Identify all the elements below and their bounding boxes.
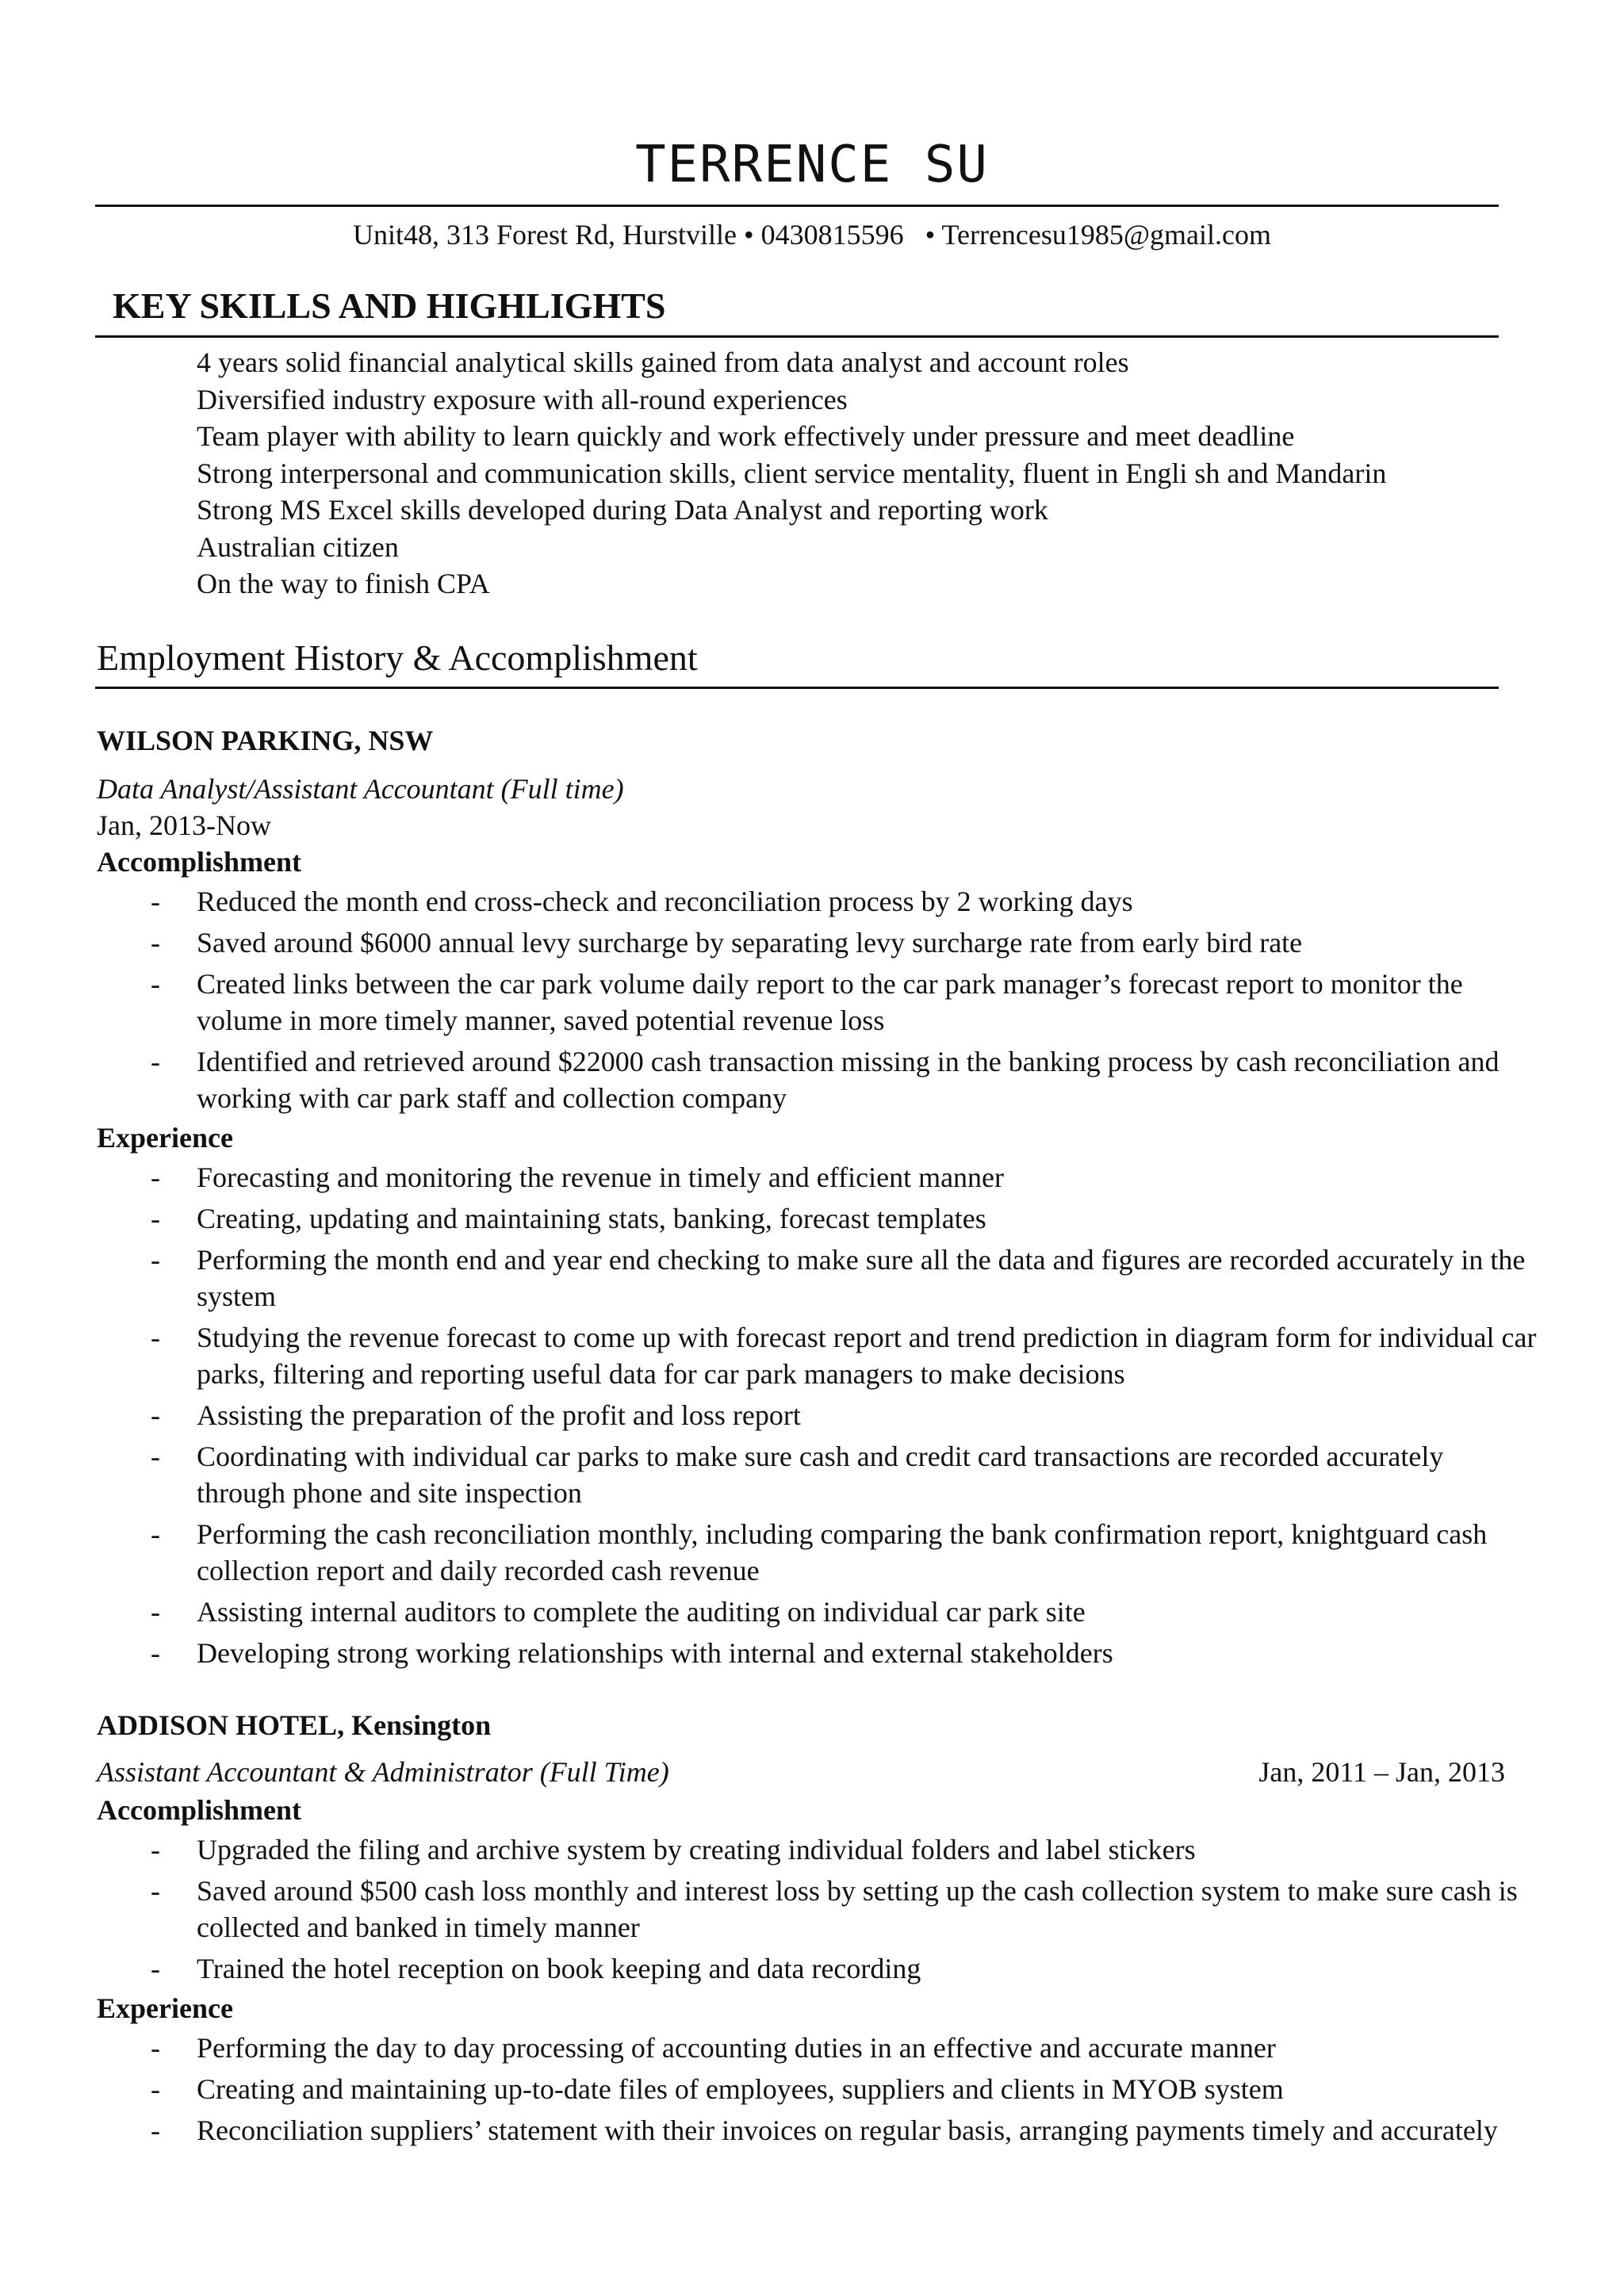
- list-item: - Creating and maintaining up-to-date files of employees, suppliers and clients in MYOB system: [151, 2073, 1284, 2105]
- skill-item: Australian citizen: [197, 530, 399, 563]
- experience-list: [143, 1159, 1538, 1676]
- company-name: ADDISON HOTEL, Kensington: [97, 1709, 492, 1741]
- skills-list: [197, 344, 1386, 603]
- skills-divider: [95, 335, 1499, 338]
- experience-heading: Experience: [97, 1122, 233, 1154]
- list-item: - Assisting the preparation of the profit and loss report: [151, 1399, 801, 1431]
- experience-list: [143, 2030, 1538, 2153]
- employment-heading: Employment History & Accomplishment: [97, 637, 698, 678]
- job-role: Data Analyst/Assistant Accountant (Full time): [97, 773, 624, 805]
- list-item: - Assisting internal auditors to complete the auditing on individual car park site: [151, 1596, 1086, 1628]
- accomplishment-heading: Accomplishment: [97, 846, 301, 878]
- skill-item: Strong interpersonal and communication skills, client service mentality, fluent in Engli sh and Mandarin: [197, 457, 1387, 489]
- list-item: - Trained the hotel reception on book keeping and data recording: [151, 1953, 921, 1984]
- skill-item: Strong MS Excel skills developed during Data Analyst and reporting work: [197, 494, 1048, 526]
- contact-line: Unit48, 313 Forest Rd, Hurstville • 0430815596 • Terrencesu1985@gmail.com: [352, 219, 1272, 251]
- list-item: - Forecasting and monitoring the revenue in timely and efficient manner: [151, 1161, 1005, 1193]
- list-item: - Studying the revenue forecast to come up with forecast report and trend prediction in diagram form for individual car parks, filtering and reporting useful data for car park managers to make decisions: [151, 1322, 1537, 1390]
- list-item: - Performing the cash reconciliation monthly, including comparing the bank confirmation report, knightguard cash collection report and daily recorded cash revenue: [151, 1518, 1488, 1586]
- skill-item: On the way to finish CPA: [197, 568, 490, 599]
- skill-item: 4 years solid financial analytical skills gained from data analyst and account roles: [197, 346, 1129, 378]
- list-item: - Performing the month end and year end checking to make sure all the data and figures are recorded accurately in the system: [151, 1244, 1526, 1312]
- skills-heading: KEY SKILLS AND HIGHLIGHTS: [113, 285, 666, 326]
- skill-item: Team player with ability to learn quickly and work effectively under pressure and meet deadline: [197, 420, 1295, 452]
- list-item: - Saved around $500 cash loss monthly and interest loss by setting up the cash collection system to make sure cash is collected and banked in timely manner: [151, 1875, 1518, 1943]
- job-dates: Jan, 2011 – Jan, 2013: [1258, 1756, 1505, 1788]
- list-item: - Created links between the car park volume daily report to the car park manager’s forecast report to monitor the volume in more timely manner, saved potential revenue loss: [151, 968, 1463, 1036]
- candidate-name: TERRENCE SU: [635, 136, 989, 194]
- job-dates: Jan, 2013-Now: [97, 809, 271, 841]
- list-item: - Upgraded the filing and archive system by creating individual folders and label stickers: [151, 1834, 1196, 1866]
- header-divider: [95, 205, 1499, 207]
- list-item: - Reconciliation suppliers’ statement with their invoices on regular basis, arranging payments timely and accurately: [151, 2114, 1498, 2146]
- employment-divider: [95, 687, 1499, 689]
- accomplishment-heading: Accomplishment: [97, 1794, 301, 1826]
- list-item: - Saved around $6000 annual levy surcharge by separating levy surcharge rate from early bird rate: [151, 927, 1303, 959]
- list-item: - Coordinating with individual car parks to make sure cash and credit card transactions are recorded accurately through phone and site inspection: [151, 1441, 1444, 1509]
- skill-item: Diversified industry exposure with all-round experiences: [197, 383, 848, 415]
- company-name: WILSON PARKING, NSW: [97, 725, 434, 756]
- list-item: - Performing the day to day processing of accounting duties in an effective and accurate manner: [151, 2032, 1276, 2064]
- list-item: - Identified and retrieved around $22000 cash transaction missing in the banking process by cash reconciliation and working with car park staff and collection company: [151, 1046, 1500, 1114]
- experience-heading: Experience: [97, 1992, 233, 2024]
- list-item: - Developing strong working relationships with internal and external stakeholders: [151, 1637, 1113, 1669]
- accomplishment-list: [143, 1831, 1538, 1992]
- list-item: - Creating, updating and maintaining stats, banking, forecast templates: [151, 1203, 986, 1234]
- accomplishment-list: [143, 883, 1538, 1121]
- job-role: Assistant Accountant & Administrator (Full Time): [97, 1756, 669, 1788]
- list-item: - Reduced the month end cross-check and reconciliation process by 2 working days: [151, 886, 1133, 917]
